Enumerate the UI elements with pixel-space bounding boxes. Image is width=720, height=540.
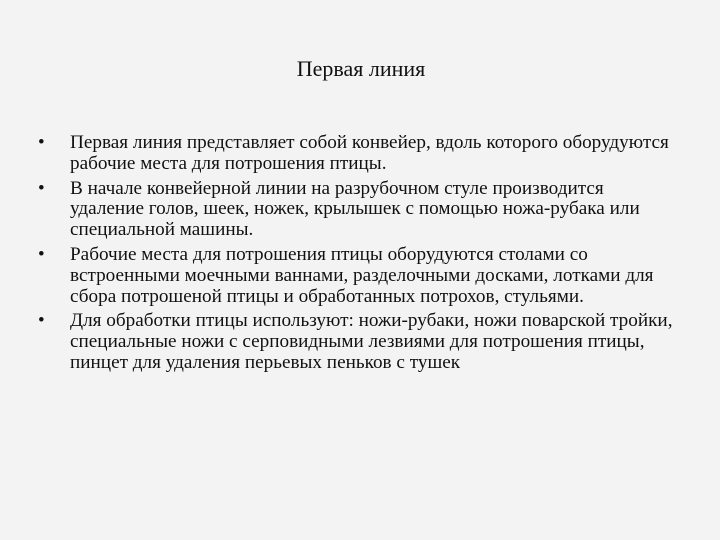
bullet-marker: • xyxy=(38,132,45,153)
bullet-item xyxy=(38,179,678,241)
bullet-marker: • xyxy=(38,243,45,265)
slide-title: Первая линия xyxy=(296,56,426,81)
bullet-list xyxy=(38,133,678,378)
bullet-text: Первая линия представляет собой конвейер, вдоль которого оборудуются рабочие места для потрошения птицы. xyxy=(70,132,669,174)
bullet-text: Рабочие места для потрошения птицы оборудуются столами со встроенными моечными ваннами, разделочными досками, лотками для сбора потрошеной птицы и обработанных потрохов, стульями. xyxy=(70,243,654,307)
bullet-marker: • xyxy=(38,310,45,332)
bullet-text: В начале конвейерной линии на разрубочном стуле производится удаление голов, шеек, ножек, крылышек с помощью ножа-рубака или специальной машины. xyxy=(70,177,640,241)
bullet-text: Для обработки птицы используют: ножи-рубаки, ножи поварской тройки, специальные ножи с серповидными лезвиями для потрошения птицы, пинцет для удаления перьевых пеньков с тушек xyxy=(70,310,673,373)
bullet-item xyxy=(38,311,678,373)
bullet-marker: • xyxy=(38,177,45,199)
bullet-item xyxy=(38,245,678,307)
bullet-item xyxy=(38,133,678,175)
